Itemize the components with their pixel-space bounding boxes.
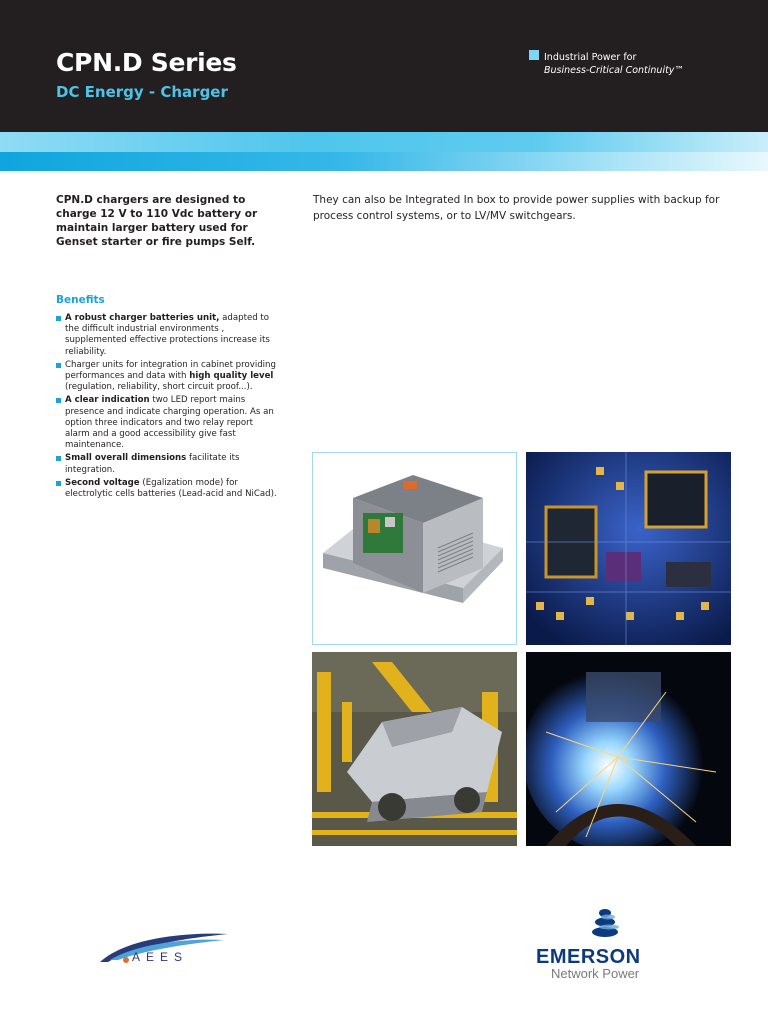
header-bar	[0, 0, 768, 132]
intro-text-right: They can also be Integrated In box to provide power supplies with backup for process control systems, or to LV/MV switchgears.	[313, 194, 720, 222]
benefit-text: (Egalization mode) for electrolytic cells batteries (Lead-acid and NiCad).	[65, 477, 277, 500]
page-title: CPN.D Series	[56, 48, 237, 77]
emerson-brand-text: EMERSON	[536, 946, 641, 968]
page-subtitle: DC Energy - Charger	[56, 83, 228, 101]
benefits-heading: Benefits	[56, 294, 105, 306]
benefit-text: two LED report mains presence and indicate charging operation. As an option three indicators and two relay report alarm and a good accessibility give fast maintenance.	[65, 395, 274, 451]
benefit-text-tail: (regulation, reliability, short circuit proof...).	[65, 382, 253, 393]
benefit-item	[56, 478, 278, 500]
product-photo-charger	[312, 452, 517, 645]
benefit-text: adapted to the difficult industrial environments , supplemented effective protections increase its reliability.	[65, 313, 270, 357]
bullet-square-icon	[56, 316, 61, 321]
benefit-item	[56, 360, 278, 394]
intro-text-left: CPN.D chargers are designed to charge 12 V to 110 Vdc battery or maintain larger battery used for Genset starter or fire pumps Self.	[56, 194, 258, 248]
bullet-square-icon	[56, 398, 61, 403]
benefits-list	[56, 313, 278, 502]
benefit-bold: high quality level	[189, 371, 274, 382]
decorative-stripe-top	[0, 132, 768, 152]
benefit-text: Charger units for integration in cabinet providing performances and data with	[65, 359, 276, 382]
bullet-square-icon	[56, 363, 61, 368]
network-power-text: Network Power	[551, 966, 640, 981]
bullet-square-icon	[56, 456, 61, 461]
benefit-bold: A robust charger batteries unit,	[65, 313, 220, 323]
bullet-square-icon	[56, 481, 61, 486]
photo-circuit-board	[526, 452, 731, 645]
photo-welding	[526, 652, 731, 846]
benefit-item	[56, 453, 278, 475]
benefit-bold: Second voltage	[65, 477, 140, 488]
photo-car-assembly	[312, 652, 517, 846]
tagline-line-1: Industrial Power for	[544, 52, 637, 63]
benefit-text: facilitate its integration.	[65, 453, 240, 475]
benefit-bold: A clear indication	[65, 395, 150, 406]
benefit-bold: Small overall dimensions	[65, 453, 187, 464]
tagline-line-2: Business-Critical Continuity™	[544, 65, 684, 76]
aees-logo-text: AEES	[132, 950, 189, 964]
aees-logo	[96, 926, 236, 972]
benefit-item	[56, 395, 278, 451]
benefit-item	[56, 313, 278, 358]
tagline-square-icon	[529, 50, 539, 60]
decorative-stripe-bottom	[0, 152, 768, 171]
